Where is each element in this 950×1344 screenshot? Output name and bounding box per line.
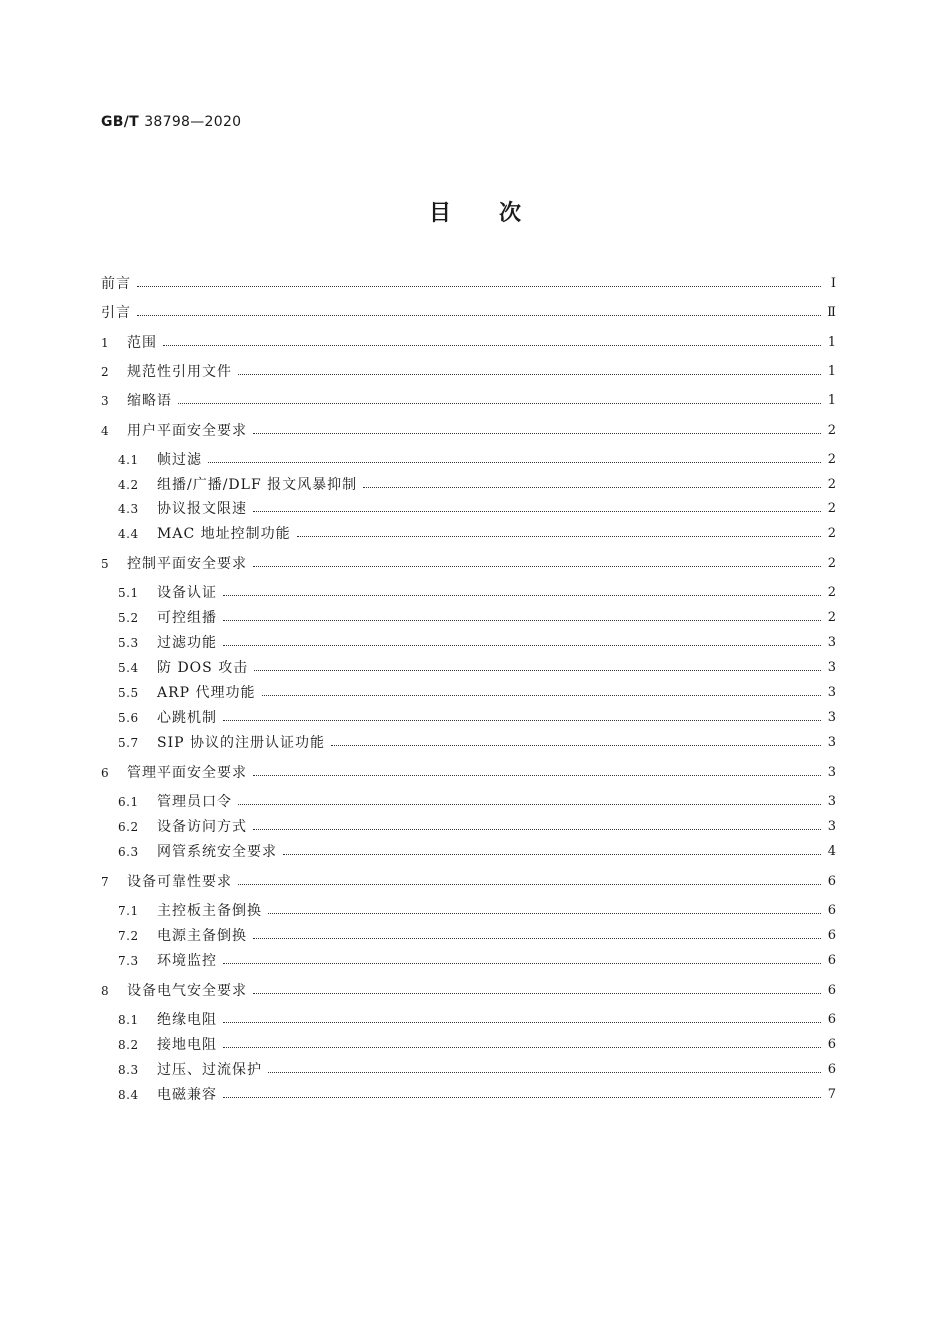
toc-entry[interactable] <box>118 1010 836 1030</box>
toc-entry-page: 6 <box>827 903 836 918</box>
toc-entry-label: 设备访问方式 <box>157 819 247 835</box>
toc-entry[interactable] <box>118 901 836 921</box>
toc-entry-number: 5.3 <box>118 636 139 650</box>
standard-prefix: GB/T <box>101 114 140 130</box>
toc-entry-number: 4 <box>101 424 110 438</box>
toc-entry-number: 3 <box>101 394 110 408</box>
toc-entry[interactable] <box>118 683 836 703</box>
toc-entry-page: 2 <box>827 610 836 625</box>
toc-entry-page: 4 <box>827 844 836 859</box>
dot-leader <box>238 872 821 892</box>
toc-entry-page: 2 <box>827 585 836 600</box>
dot-leader <box>223 583 821 603</box>
toc-entry[interactable] <box>118 708 836 728</box>
dot-leader <box>253 499 821 519</box>
standard-code <box>101 114 241 130</box>
toc-entry[interactable] <box>118 951 836 971</box>
toc-entry-page: 3 <box>827 735 836 750</box>
toc-entry[interactable] <box>101 362 836 382</box>
toc-entry[interactable] <box>101 763 836 783</box>
toc-entry[interactable] <box>101 872 836 892</box>
toc-entry[interactable] <box>118 475 836 495</box>
toc-entry-label: 网管系统安全要求 <box>157 844 277 860</box>
toc-entry-label: MAC 地址控制功能 <box>157 526 291 542</box>
dot-leader <box>254 658 821 678</box>
dot-leader <box>163 333 821 353</box>
toc-entry-number: 2 <box>101 365 110 379</box>
toc-entry-number: 7.3 <box>118 954 139 968</box>
toc-entry-label: 设备电气安全要求 <box>127 983 247 999</box>
toc-entry-page: 1 <box>827 393 836 408</box>
toc-entry-page: 6 <box>827 874 836 889</box>
dot-leader <box>137 274 821 294</box>
dot-leader <box>363 475 821 495</box>
dot-leader <box>223 1085 821 1105</box>
toc-entry-number: 8.3 <box>118 1063 139 1077</box>
toc-entry[interactable] <box>118 608 836 628</box>
toc-entry-page: 2 <box>827 452 836 467</box>
toc-entry-number: 6.3 <box>118 845 139 859</box>
toc-entry-number: 4.1 <box>118 453 139 467</box>
toc-entry-number: 7 <box>101 875 110 889</box>
toc-entry[interactable] <box>118 733 836 753</box>
toc-entry[interactable] <box>118 792 836 812</box>
toc-entry-label: 控制平面安全要求 <box>127 556 247 572</box>
toc-entry-page: Ⅰ <box>830 276 836 291</box>
toc-entry-label: 防 DOS 攻击 <box>157 660 249 676</box>
toc-entry[interactable] <box>118 633 836 653</box>
toc-entry-page: 2 <box>827 556 836 571</box>
toc-entry-label: 可控组播 <box>157 610 217 626</box>
toc-entry-page: 2 <box>827 526 836 541</box>
toc-entry-page: 3 <box>827 635 836 650</box>
toc-entry-number: 6.2 <box>118 820 139 834</box>
toc-entry-number: 4.4 <box>118 527 139 541</box>
toc-entry-number: 8 <box>101 984 110 998</box>
toc-entry-label: 协议报文限速 <box>157 501 247 517</box>
toc-entry-number: 6 <box>101 766 110 780</box>
toc-entry-number: 8.1 <box>118 1013 139 1027</box>
toc-entry-label: 用户平面安全要求 <box>127 423 247 439</box>
toc-entry[interactable] <box>118 658 836 678</box>
toc-entry-label: 帧过滤 <box>157 452 202 468</box>
toc-entry-label: 前言 <box>101 276 131 292</box>
dot-leader <box>268 901 821 921</box>
dot-leader <box>331 733 821 753</box>
dot-leader <box>268 1060 821 1080</box>
dot-leader <box>297 524 821 544</box>
toc-entry[interactable] <box>118 1060 836 1080</box>
toc-entry-number: 5.4 <box>118 661 139 675</box>
toc-entry-page: 6 <box>827 953 836 968</box>
toc-entry-number: 8.2 <box>118 1038 139 1052</box>
toc-entry-number: 5.7 <box>118 736 139 750</box>
toc-entry-label: 心跳机制 <box>157 710 217 726</box>
dot-leader <box>178 391 821 411</box>
toc-entry-number: 1 <box>101 336 110 350</box>
dot-leader <box>253 926 821 946</box>
dot-leader <box>223 633 821 653</box>
dot-leader <box>253 763 821 783</box>
toc-entry-page: Ⅱ <box>827 305 836 320</box>
toc-entry-page: 3 <box>827 819 836 834</box>
toc-entry-label: 电源主备倒换 <box>157 928 247 944</box>
toc-entry[interactable] <box>101 333 836 353</box>
toc-entry-number: 5.5 <box>118 686 139 700</box>
toc-entry-page: 6 <box>827 1037 836 1052</box>
toc-entry[interactable] <box>118 524 836 544</box>
toc-entry-page: 2 <box>827 423 836 438</box>
toc-entry-number: 7.2 <box>118 929 139 943</box>
toc-entry[interactable] <box>118 1085 836 1105</box>
dot-leader <box>253 817 821 837</box>
toc-entry-page: 2 <box>827 477 836 492</box>
toc-entry[interactable] <box>101 274 836 294</box>
toc-entry-page: 1 <box>827 364 836 379</box>
toc-entry[interactable] <box>118 499 836 519</box>
toc-entry-page: 6 <box>827 983 836 998</box>
toc-entry-number: 5.6 <box>118 711 139 725</box>
toc-title: 目次 <box>428 201 569 226</box>
toc-entry[interactable] <box>118 926 836 946</box>
toc-entry-label: SIP 协议的注册认证功能 <box>157 735 325 751</box>
toc-entry[interactable] <box>118 842 836 862</box>
toc-entry[interactable] <box>118 817 836 837</box>
toc-entry-number: 6.1 <box>118 795 139 809</box>
toc-entry-page: 6 <box>827 1062 836 1077</box>
toc-entry[interactable] <box>101 554 836 574</box>
dot-leader <box>223 1010 821 1030</box>
dot-leader <box>223 1035 821 1055</box>
toc-entry-label: 设备可靠性要求 <box>127 874 232 890</box>
toc-entry-label: 缩略语 <box>127 393 172 409</box>
toc-entry-number: 4.2 <box>118 478 139 492</box>
dot-leader <box>283 842 821 862</box>
toc-entry[interactable] <box>118 1035 836 1055</box>
toc-entry-page: 6 <box>827 1012 836 1027</box>
standard-number: 38798—2020 <box>144 114 242 130</box>
toc-entry-label: 接地电阻 <box>157 1037 217 1053</box>
toc-entry-page: 3 <box>827 794 836 809</box>
toc-entry-label: 规范性引用文件 <box>127 364 232 380</box>
dot-leader <box>253 421 821 441</box>
toc-entry-page: 2 <box>827 501 836 516</box>
toc-entry-number: 4.3 <box>118 502 139 516</box>
dot-leader <box>223 951 821 971</box>
toc-entry-label: 过滤功能 <box>157 635 217 651</box>
dot-leader <box>253 554 821 574</box>
dot-leader <box>238 362 821 382</box>
dot-leader <box>137 303 821 323</box>
dot-leader <box>223 608 821 628</box>
toc-entry-number: 5 <box>101 557 110 571</box>
toc-entry-page: 3 <box>827 660 836 675</box>
toc-entry-label: ARP 代理功能 <box>157 685 256 701</box>
dot-leader <box>223 708 821 728</box>
toc-entry-label: 主控板主备倒换 <box>157 903 262 919</box>
toc-entry-page: 3 <box>827 685 836 700</box>
toc-entry-number: 8.4 <box>118 1088 139 1102</box>
toc-entry-label: 绝缘电阻 <box>157 1012 217 1028</box>
dot-leader <box>238 792 821 812</box>
toc-entry-page: 3 <box>827 710 836 725</box>
toc-entry-number: 7.1 <box>118 904 139 918</box>
dot-leader <box>262 683 821 703</box>
toc-entry-page: 6 <box>827 928 836 943</box>
toc-entry[interactable] <box>118 583 836 603</box>
toc-entry-label: 范围 <box>127 335 157 351</box>
toc-entry-label: 过压、过流保护 <box>157 1062 262 1078</box>
toc-entry[interactable] <box>101 303 836 323</box>
toc-entry-page: 3 <box>827 765 836 780</box>
toc-entry-number: 5.1 <box>118 586 139 600</box>
toc-entry-label: 引言 <box>101 305 131 321</box>
toc-entry[interactable] <box>101 981 836 1001</box>
toc-entry-page: 1 <box>827 335 836 350</box>
dot-leader <box>208 450 821 470</box>
toc-entry-label: 组播/广播/DLF 报文风暴抑制 <box>157 477 358 493</box>
toc-entry[interactable] <box>118 450 836 470</box>
toc-entry-label: 设备认证 <box>157 585 217 601</box>
toc-entry[interactable] <box>101 421 836 441</box>
dot-leader <box>253 981 821 1001</box>
toc-entry-label: 环境监控 <box>157 953 217 969</box>
toc-entry[interactable] <box>101 391 836 411</box>
toc-entry-page: 7 <box>827 1087 836 1102</box>
toc-entry-label: 管理员口令 <box>157 794 232 810</box>
toc-entry-number: 5.2 <box>118 611 139 625</box>
toc-entry-label: 管理平面安全要求 <box>127 765 247 781</box>
toc-entry-label: 电磁兼容 <box>157 1087 217 1103</box>
